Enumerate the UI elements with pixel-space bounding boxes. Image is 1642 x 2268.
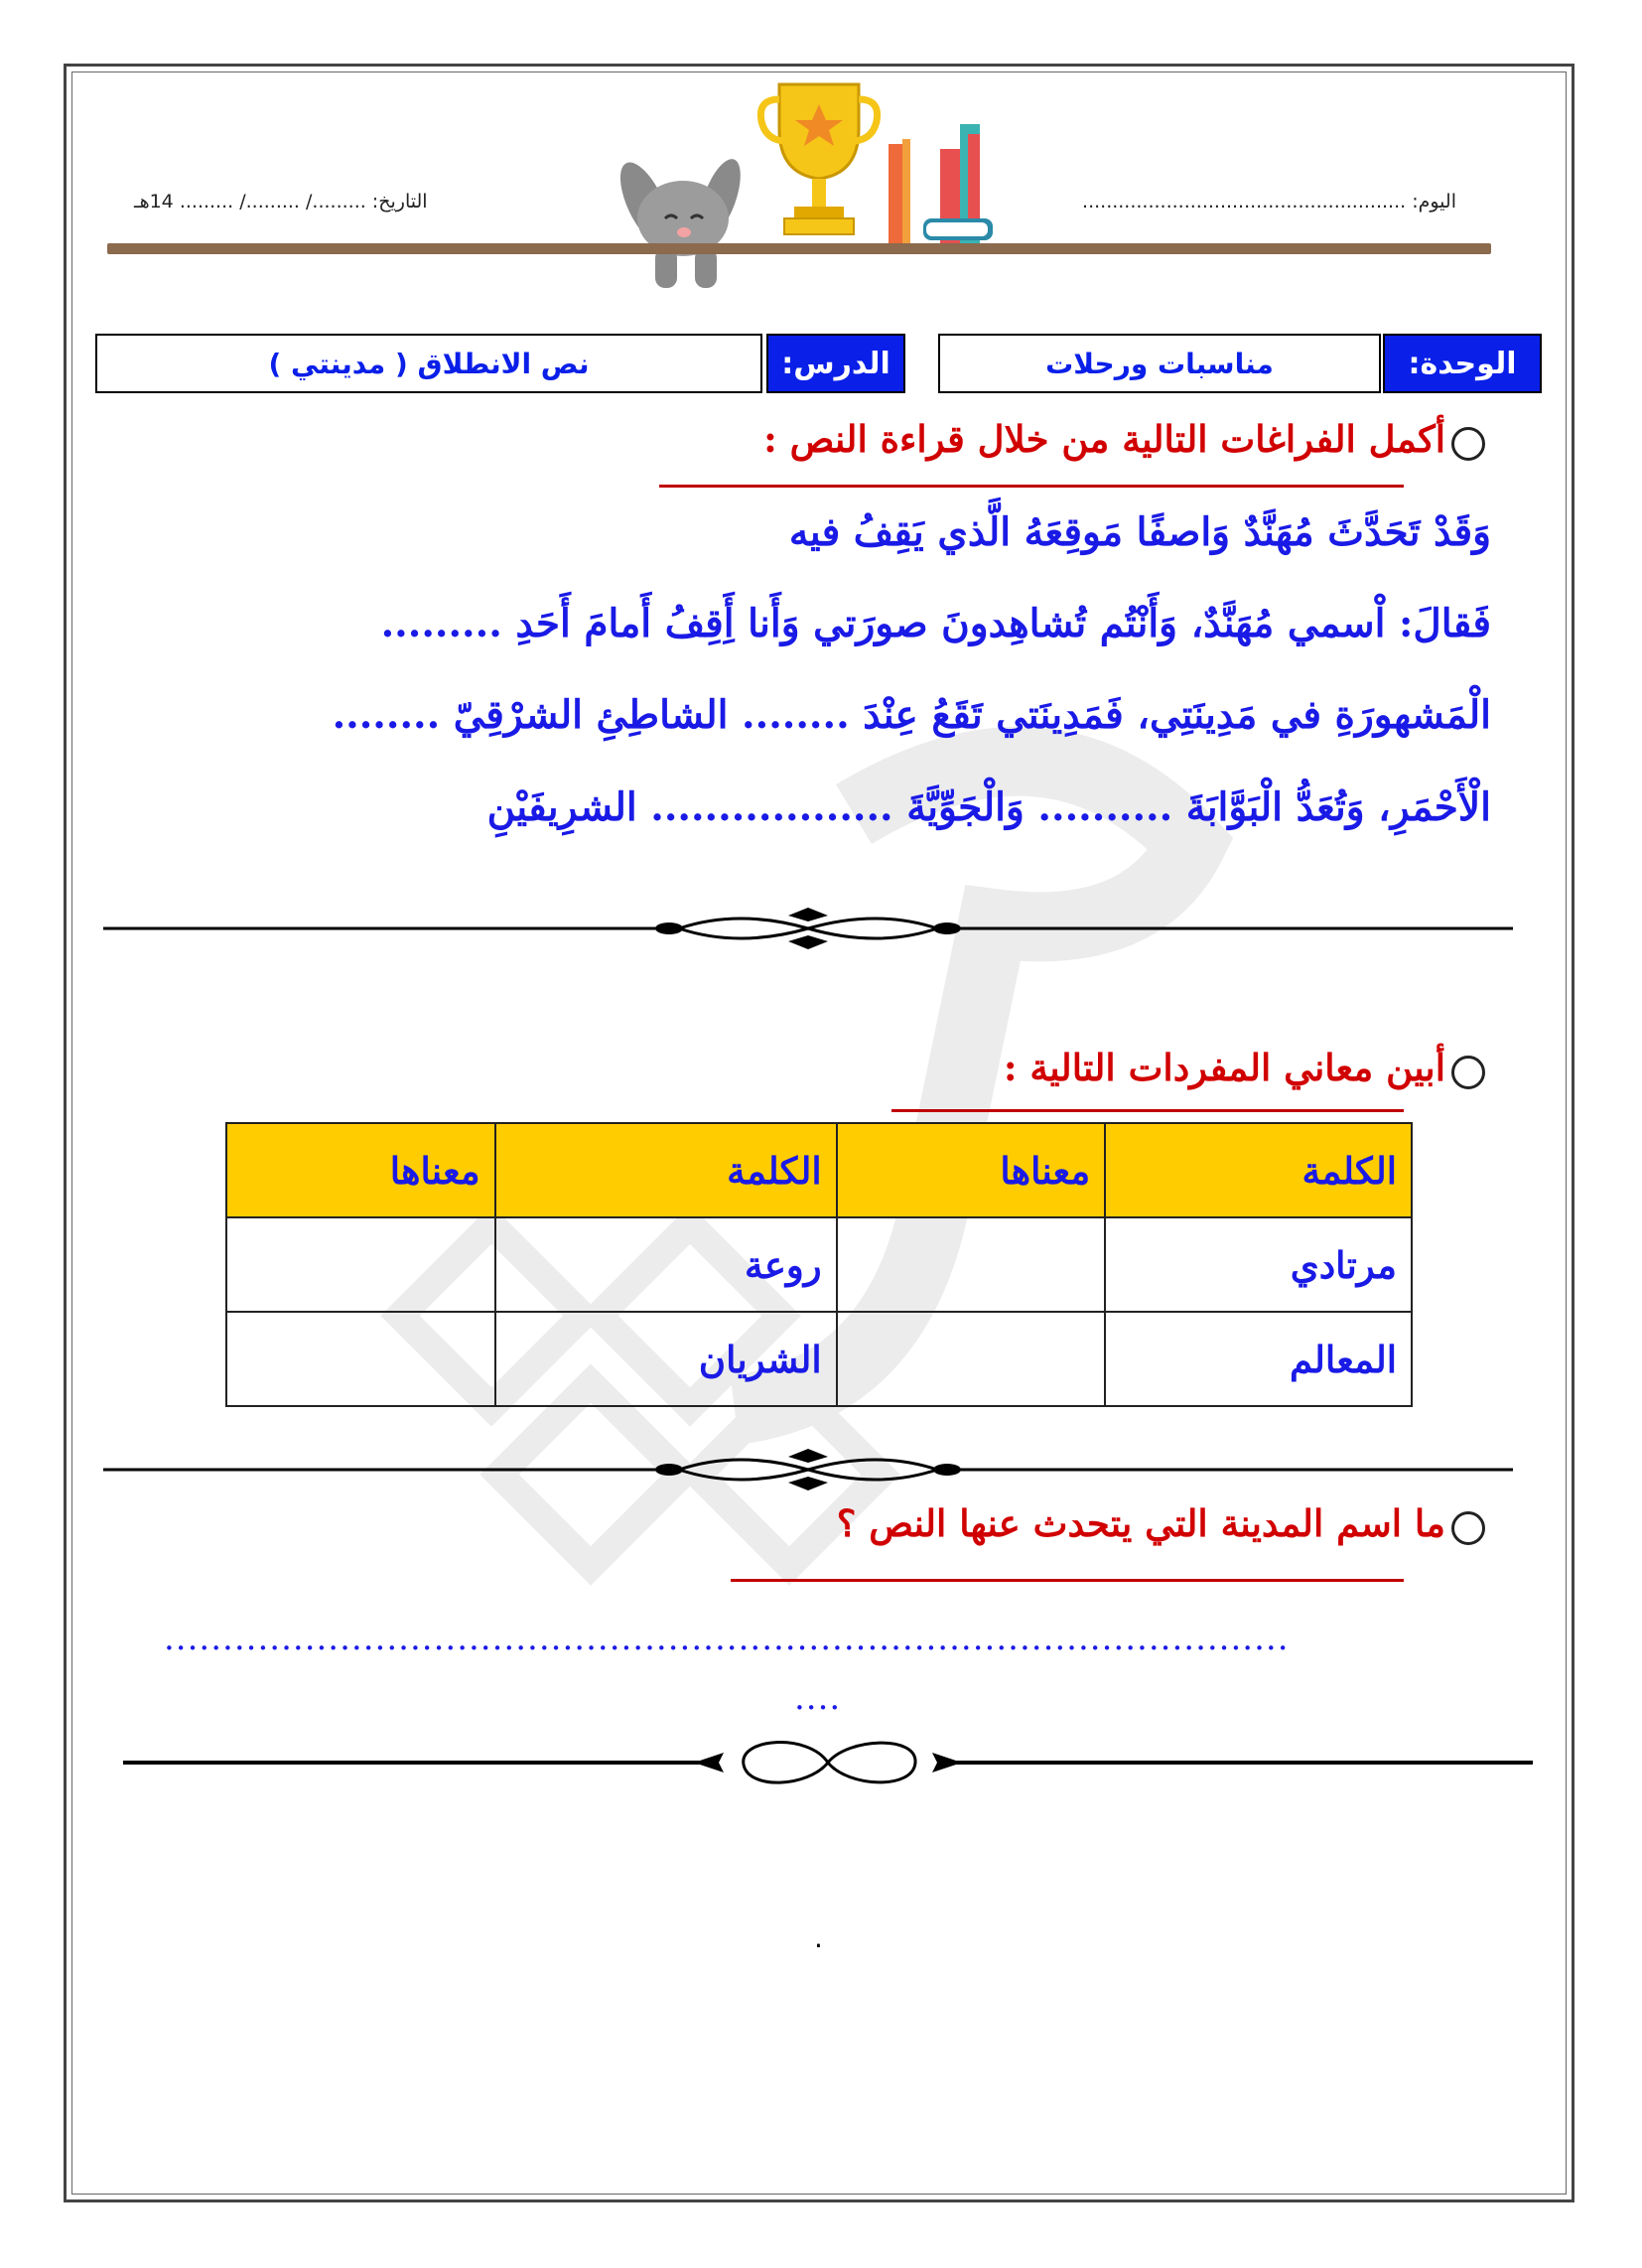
- books-icon: [879, 119, 1008, 246]
- paragraph-line-4: الْأَحْمَرِ، وَتُعَدُّ الْبَوَّابَةَ .......... وَالْجَوِّيَّةَ .................. الشرِيفَيْنِ: [486, 784, 1491, 830]
- word-cell: روعة: [495, 1217, 837, 1312]
- paragraph-line-2: فَقالَ: اْسمي مُهَنَّدٌ، وَأَنْتُم تُشاهِدونَ صورَتي وَأَنا أَِقِفُ أَمامَ أَحَدِ .........: [380, 601, 1491, 646]
- ornament-divider: [103, 1445, 1513, 1494]
- bullet-circle-icon: [1451, 1511, 1485, 1545]
- question3-title: ما اسم المدينة التي يتحدث عنها النص ؟: [836, 1501, 1445, 1545]
- meaning-cell[interactable]: [837, 1312, 1106, 1406]
- footer-dot: .: [814, 1921, 823, 1954]
- date-label: التاريخ: ........./ ........./ ......... 14هـ: [134, 191, 428, 213]
- header-word-1: الكلمة: [1105, 1123, 1412, 1217]
- question2-underline: [891, 1109, 1404, 1112]
- question1-underline: [659, 485, 1404, 488]
- answer-line-tail: ....: [794, 1678, 842, 1718]
- header-word-2: الكلمة: [495, 1123, 837, 1217]
- shelf-bar: [107, 243, 1491, 254]
- word-cell: المعالم: [1105, 1312, 1412, 1406]
- question1-title: أكمل الفراغات التالية من خلال قراءة النص :: [763, 417, 1445, 461]
- flourish-divider: [123, 1733, 1533, 1792]
- day-label: اليوم: ......................................................: [1082, 191, 1456, 213]
- paragraph-line-3: الْمَشهورَةِ في مَدِينَتِي، فَمَدِينَتي تَقَعُ عِنْدَ ........ الشاطِئِ الشرْقِيّ ........: [332, 692, 1491, 738]
- trophy-icon: [754, 74, 884, 243]
- ornament-divider: [103, 904, 1513, 953]
- lesson-value: نص الانطلاق ( مدينتي ): [95, 334, 762, 393]
- question3-underline: [731, 1579, 1404, 1582]
- meaning-cell[interactable]: [837, 1217, 1106, 1312]
- meaning-cell[interactable]: [226, 1217, 495, 1312]
- bunny-illustration: [616, 149, 754, 293]
- table-row: [226, 1312, 1412, 1406]
- unit-value: مناسبات ورحلات: [938, 334, 1381, 393]
- paragraph-line-1: وَقَدْ تَحَدَّثَ مُهَنَّدٌ وَاصفًا مَوقِعَهُ الَّذي يَقِفُ فيه: [788, 509, 1491, 555]
- header-meaning-1: معناها: [837, 1123, 1106, 1217]
- unit-label: الوحدة:: [1383, 334, 1542, 393]
- vocabulary-table: [225, 1122, 1413, 1407]
- bullet-circle-icon: [1451, 1056, 1485, 1089]
- table-row: [226, 1217, 1412, 1312]
- question2-title: أبين معاني المفردات التالية :: [1003, 1046, 1445, 1089]
- word-cell: الشريان: [495, 1312, 837, 1406]
- lesson-label: الدرس:: [766, 334, 905, 393]
- meaning-cell[interactable]: [226, 1312, 495, 1406]
- word-cell: مرتادي: [1105, 1217, 1412, 1312]
- bullet-circle-icon: [1451, 427, 1485, 461]
- header-meaning-2: معناها: [226, 1123, 495, 1217]
- answer-line[interactable]: ................................................................................................: [164, 1619, 1290, 1658]
- table-header-row: [226, 1123, 1412, 1217]
